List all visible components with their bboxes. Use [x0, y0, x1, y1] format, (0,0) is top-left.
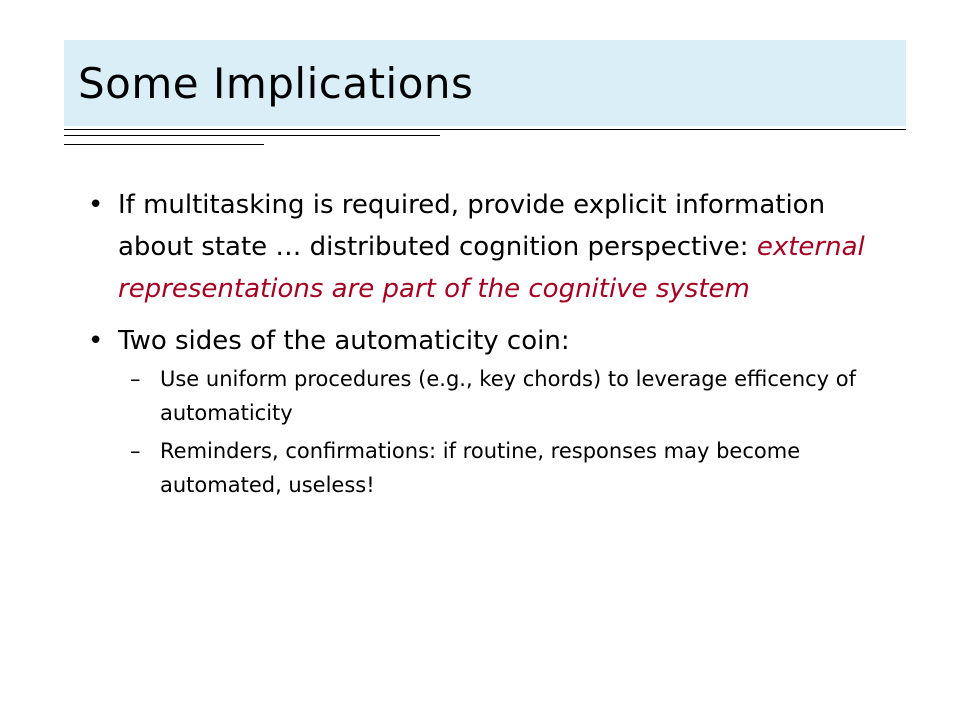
title-rule [64, 144, 264, 145]
sub-bullet-item [118, 434, 888, 502]
bullet-emphasis: external representations are part of the cognitive system [118, 232, 865, 304]
sub-bullet-list [118, 362, 888, 502]
slide-title: Some Implications [78, 59, 474, 108]
bullet-text: Two sides of the automaticity coin: [118, 326, 570, 356]
bullet-item [88, 184, 888, 310]
bullet-list [88, 184, 888, 502]
bullet-marker: • [88, 326, 104, 356]
bullet-item [88, 320, 888, 502]
sub-bullet-text: Reminders, confirmations: if routine, responses may become automated, useless! [160, 439, 801, 497]
dash-marker: – [130, 439, 141, 463]
sub-bullet-item [118, 362, 888, 430]
title-rule [64, 135, 440, 136]
sub-bullet-text: Use uniform procedures (e.g., key chords) to leverage efficency of automaticity [160, 367, 857, 425]
bullet-marker: • [88, 190, 104, 220]
bullet-text: If multitasking is required, provide explicit information about state … distributed cognition perspective: [118, 190, 826, 262]
title-rule [64, 129, 906, 130]
dash-marker: – [130, 367, 141, 391]
